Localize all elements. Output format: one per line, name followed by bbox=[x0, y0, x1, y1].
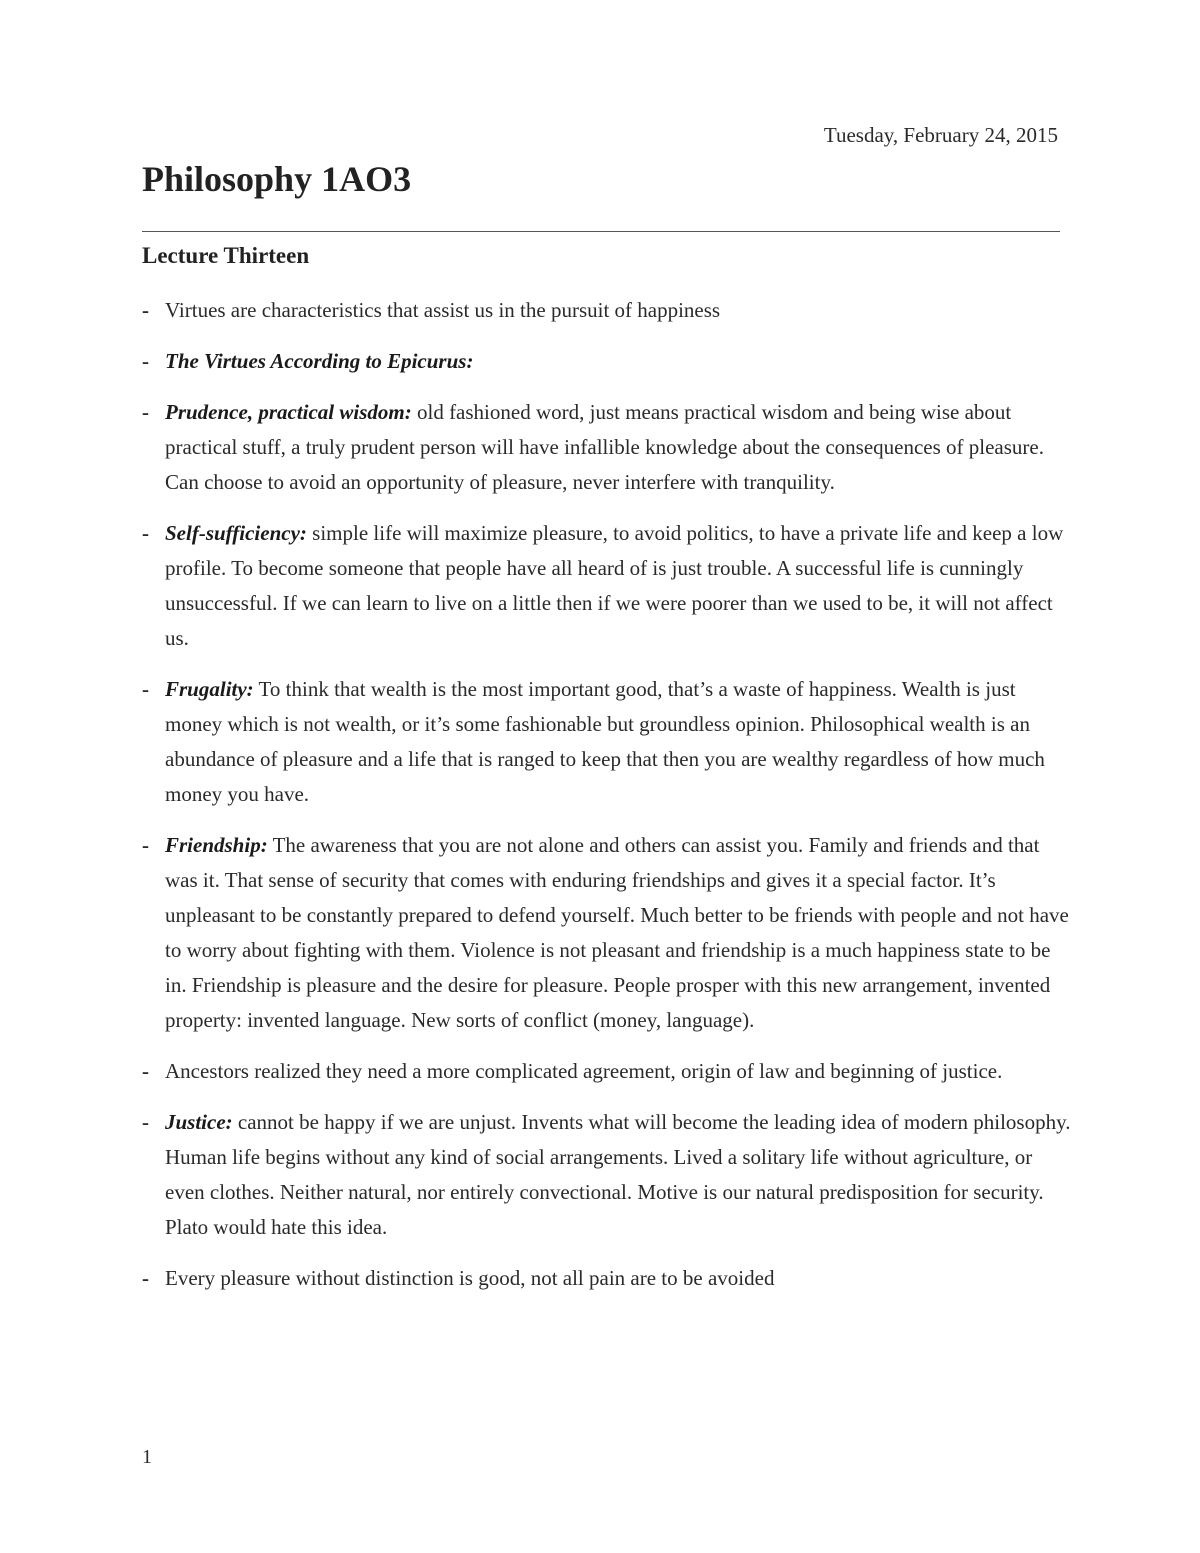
bullet-text: Virtues are characteristics that assist us in the pursuit of happiness bbox=[165, 298, 721, 322]
document-date: Tuesday, February 24, 2015 bbox=[823, 123, 1058, 147]
document-title: Philosophy 1AO3 bbox=[142, 159, 412, 199]
list-item bbox=[142, 672, 1072, 812]
bullet-term: The Virtues According to Epicurus: bbox=[165, 349, 474, 373]
bullet-marker: - bbox=[142, 1110, 149, 1134]
list-item bbox=[142, 293, 1072, 328]
page-number: 1 bbox=[142, 1446, 152, 1468]
bullet-text: To think that wealth is the most important good, that’s a waste of happiness. Wealth is just money which is not wealth, or it’s some fashionable but groundless opinion. Philosophical wealth is an abundance of pleasure and a life that is ranged to keep that then you are wealthy regardless of how much money you have. bbox=[165, 677, 1045, 806]
bullet-term: Frugality: bbox=[165, 677, 254, 701]
bullet-term: Friendship: bbox=[165, 833, 268, 857]
list-item bbox=[142, 828, 1072, 1038]
list-item bbox=[142, 1105, 1072, 1245]
bullet-marker: - bbox=[142, 1266, 149, 1290]
bullet-marker: - bbox=[142, 833, 149, 857]
bullet-text: Ancestors realized they need a more complicated agreement, origin of law and beginning of justice. bbox=[165, 1059, 1003, 1083]
list-item bbox=[142, 516, 1072, 656]
bullet-term: Self-sufficiency: bbox=[165, 521, 307, 545]
bullet-text: Every pleasure without distinction is good, not all pain are to be avoided bbox=[165, 1266, 775, 1290]
bullet-term: Justice: bbox=[165, 1110, 233, 1134]
notes-list bbox=[142, 293, 1072, 1312]
bullet-text: old fashioned word, just means practical wisdom and being wise about practical stuff, a truly prudent person will have infallible knowledge about the consequences of pleasure. Can choose to avoid an opportunity of pleasure, never interfere with tranquility. bbox=[165, 400, 1044, 494]
bullet-term: Prudence, practical wisdom: bbox=[165, 400, 412, 424]
bullet-text: cannot be happy if we are unjust. Invents what will become the leading idea of modern philosophy. Human life begins without any kind of social arrangements. Lived a solitary life without agriculture, or even clothes. Neither natural, nor entirely convectional. Motive is our natural predisposition for security. Plato would hate this idea. bbox=[165, 1110, 1071, 1239]
bullet-text: The awareness that you are not alone and others can assist you. Family and friends and that was it. That sense of security that comes with enduring friendships and gives it a special factor. It’s unpleasant to be constantly prepared to defend yourself. Much better to be friends with people and not have to worry about fighting with them. Violence is not pleasant and friendship is a much happiness state to be in. Friendship is pleasure and the desire for pleasure. People prosper with this new arrangement, invented property: invented language. New sorts of conflict (money, language). bbox=[165, 833, 1069, 1032]
bullet-marker: - bbox=[142, 298, 149, 322]
bullet-marker: - bbox=[142, 400, 149, 424]
list-item bbox=[142, 344, 1072, 379]
list-item bbox=[142, 1054, 1072, 1089]
list-item bbox=[142, 1261, 1072, 1296]
lecture-heading: Lecture Thirteen bbox=[142, 243, 310, 268]
bullet-marker: - bbox=[142, 349, 149, 373]
bullet-text: simple life will maximize pleasure, to avoid politics, to have a private life and keep a low profile. To become someone that people have all heard of is just trouble. A successful life is cunningly unsuccessful. If we can learn to live on a little then if we were poorer than we used to be, it will not affect us. bbox=[165, 521, 1064, 650]
title-divider bbox=[142, 231, 1060, 232]
bullet-marker: - bbox=[142, 1059, 149, 1083]
bullet-marker: - bbox=[142, 521, 149, 545]
list-item bbox=[142, 395, 1072, 500]
bullet-marker: - bbox=[142, 677, 149, 701]
